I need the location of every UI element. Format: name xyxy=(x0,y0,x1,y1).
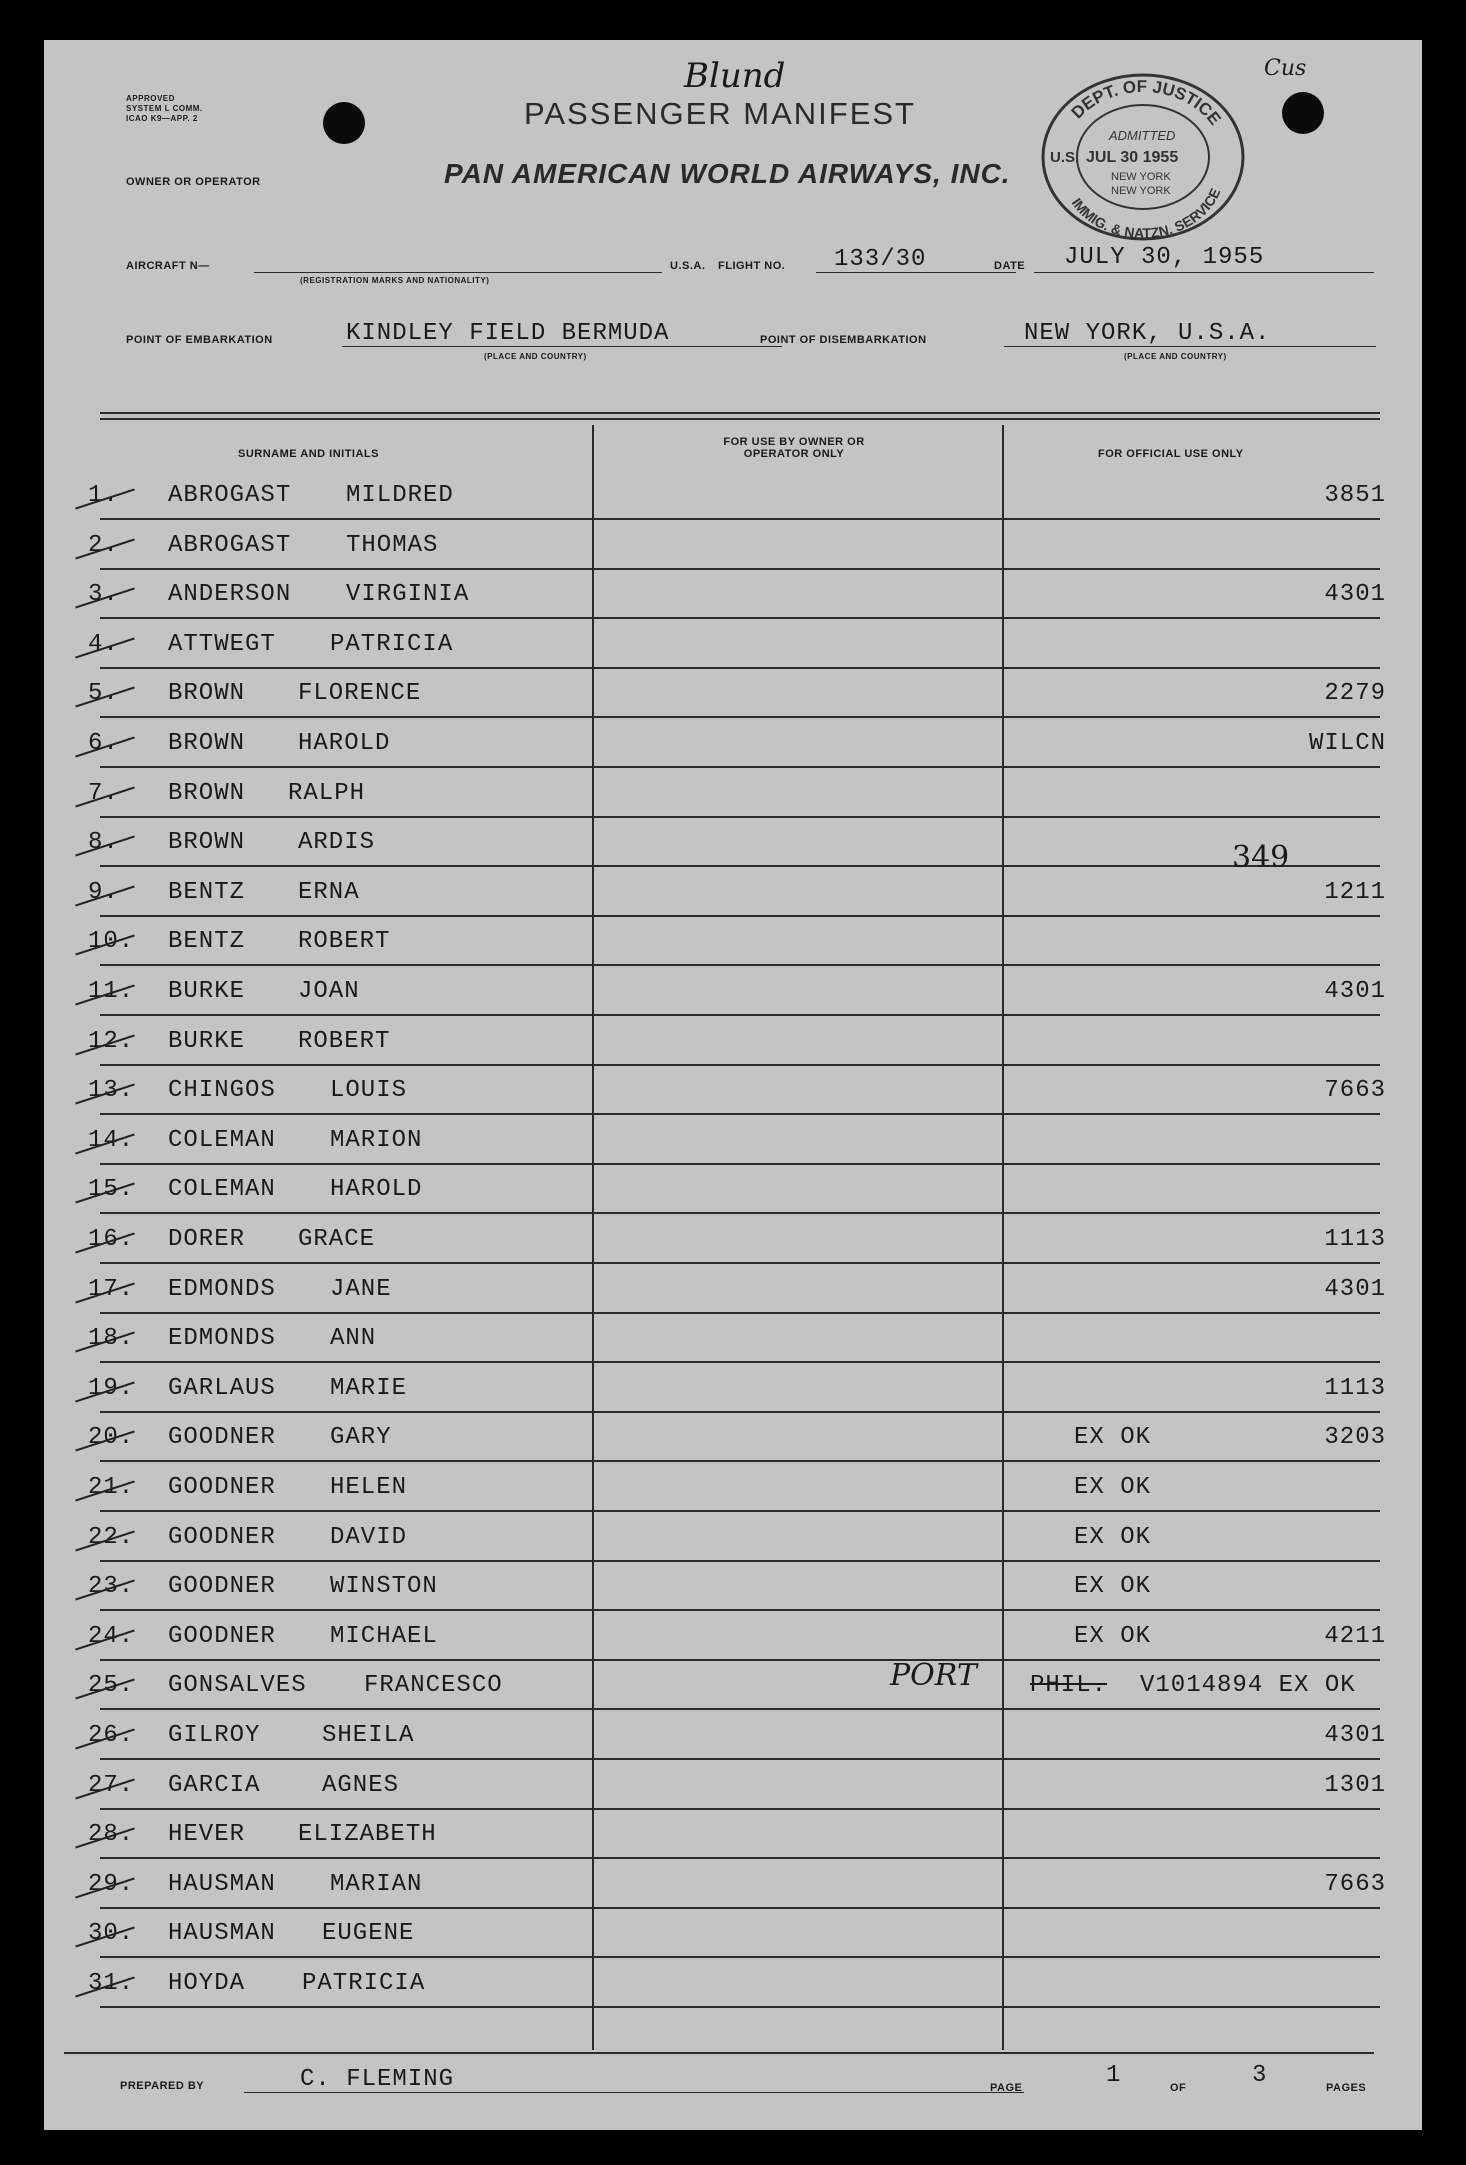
row-rule xyxy=(100,1956,1380,1958)
prepared-underline xyxy=(244,2092,1024,2093)
surname: EDMONDS xyxy=(168,1325,276,1352)
surname: ANDERSON xyxy=(168,581,292,608)
of-label: OF xyxy=(1170,2082,1187,2094)
row-number: 10. xyxy=(88,928,135,955)
row-rule xyxy=(100,1510,1380,1512)
embark-caption: (PLACE AND COUNTRY) xyxy=(484,352,587,361)
row-number: 6. xyxy=(88,730,119,757)
given-name: HELEN xyxy=(330,1474,408,1501)
row-number: 30. xyxy=(88,1920,135,1947)
table-row xyxy=(44,678,1422,724)
surname: BENTZ xyxy=(168,879,246,906)
row-rule xyxy=(100,1659,1380,1661)
surname: BROWN xyxy=(168,680,246,707)
surname: HAUSMAN xyxy=(168,1871,276,1898)
surname: ATTWEGT xyxy=(168,631,276,658)
handwritten-top-note: Blund xyxy=(684,56,786,96)
given-name: PATRICIA xyxy=(330,631,454,658)
official-code: 1211 xyxy=(1324,879,1386,906)
pages-label: PAGES xyxy=(1326,2082,1367,2094)
manifest-page xyxy=(44,40,1422,2130)
row-number: 5. xyxy=(88,680,119,707)
official-code: 3851 xyxy=(1324,482,1386,509)
given-name: VIRGINIA xyxy=(346,581,470,608)
punch-hole-right xyxy=(1282,92,1324,134)
row-rule xyxy=(100,1064,1380,1066)
row-number: 19. xyxy=(88,1375,135,1402)
given-name: LOUIS xyxy=(330,1077,408,1104)
table-row xyxy=(44,1125,1422,1171)
row-number: 7. xyxy=(88,780,119,807)
official-note: EX OK xyxy=(1074,1474,1152,1501)
row-rule xyxy=(100,1758,1380,1760)
flight-label: FLIGHT NO. xyxy=(718,260,786,272)
table-row xyxy=(44,1968,1422,2014)
stamp-date: JUL 30 1955 xyxy=(1086,149,1179,166)
given-name: ELIZABETH xyxy=(298,1821,437,1848)
surname: GOODNER xyxy=(168,1424,276,1451)
row-rule xyxy=(100,964,1380,966)
footer-rule xyxy=(64,2052,1374,2054)
punch-hole-left xyxy=(323,102,365,144)
table-row xyxy=(44,827,1422,873)
table-row xyxy=(44,1621,1422,1667)
official-code: 1113 xyxy=(1324,1375,1386,1402)
table-row xyxy=(44,1571,1422,1617)
col-header-official: FOR OFFICIAL USE ONLY xyxy=(1098,448,1244,460)
given-name: HAROLD xyxy=(298,730,391,757)
table-row xyxy=(44,1869,1422,1915)
given-name: MILDRED xyxy=(346,482,454,509)
row-rule xyxy=(100,816,1380,818)
row-number: 21. xyxy=(88,1474,135,1501)
row-number: 12. xyxy=(88,1028,135,1055)
given-name: FRANCESCO xyxy=(364,1672,503,1699)
given-name: MARIAN xyxy=(330,1871,423,1898)
table-row xyxy=(44,530,1422,576)
date-value: JULY 30, 1955 xyxy=(1064,244,1265,271)
row-number: 25. xyxy=(88,1672,135,1699)
row-rule xyxy=(100,1808,1380,1810)
row-rule xyxy=(100,617,1380,619)
row-rule xyxy=(100,1262,1380,1264)
official-code: WILCN xyxy=(1308,730,1386,757)
table-row xyxy=(44,1720,1422,1766)
prepared-by-label: PREPARED BY xyxy=(120,2080,205,2092)
table-top-rule xyxy=(100,412,1380,414)
row-rule xyxy=(100,766,1380,768)
table-row xyxy=(44,1075,1422,1121)
surname: ABROGAST xyxy=(168,532,292,559)
given-name: MICHAEL xyxy=(330,1623,438,1650)
given-name: JOAN xyxy=(298,978,360,1005)
given-name: RALPH xyxy=(288,780,366,807)
row-rule xyxy=(100,1857,1380,1859)
given-name: GARY xyxy=(330,1424,392,1451)
given-name: ROBERT xyxy=(298,1028,391,1055)
surname: BURKE xyxy=(168,978,246,1005)
row-25-struck-text: PHIL. xyxy=(1030,1672,1108,1699)
surname: COLEMAN xyxy=(168,1176,276,1203)
table-row xyxy=(44,1522,1422,1568)
stamp-line-3: NEW YORK xyxy=(1111,171,1171,183)
row-rule xyxy=(100,1609,1380,1611)
table-row xyxy=(44,1422,1422,1468)
surname: HEVER xyxy=(168,1821,246,1848)
official-code: 4301 xyxy=(1324,1276,1386,1303)
surname: GARLAUS xyxy=(168,1375,276,1402)
table-row xyxy=(44,1026,1422,1072)
given-name: MARIE xyxy=(330,1375,408,1402)
aircraft-underline xyxy=(254,272,662,273)
table-row xyxy=(44,629,1422,675)
page-total: 3 xyxy=(1252,2062,1268,2089)
table-row xyxy=(44,1472,1422,1518)
row-rule xyxy=(100,865,1380,867)
official-code: 2279 xyxy=(1324,680,1386,707)
table-row xyxy=(44,877,1422,923)
registration-caption: (REGISTRATION MARKS AND NATIONALITY) xyxy=(300,276,490,285)
surname: GOODNER xyxy=(168,1524,276,1551)
official-note: EX OK xyxy=(1074,1573,1152,1600)
page-number: 1 xyxy=(1106,2062,1122,2089)
row-rule xyxy=(100,1014,1380,1016)
row-number: 31. xyxy=(88,1970,135,1997)
surname: BROWN xyxy=(168,829,246,856)
row-number: 17. xyxy=(88,1276,135,1303)
official-code: 1301 xyxy=(1324,1772,1386,1799)
stamp-top-text: DEPT. OF JUSTICE xyxy=(1067,76,1225,129)
stamp-line-4: NEW YORK xyxy=(1111,185,1171,197)
flight-number: 133/30 xyxy=(834,246,927,273)
row-rule xyxy=(100,1411,1380,1413)
table-row xyxy=(44,1174,1422,1220)
official-code: 4301 xyxy=(1324,1722,1386,1749)
official-note: EX OK xyxy=(1074,1623,1152,1650)
row-number: 20. xyxy=(88,1424,135,1451)
surname: BURKE xyxy=(168,1028,246,1055)
row-rule xyxy=(100,568,1380,570)
table-row xyxy=(44,1274,1422,1320)
official-code: 3203 xyxy=(1324,1424,1386,1451)
surname: ABROGAST xyxy=(168,482,292,509)
given-name: GRACE xyxy=(298,1226,376,1253)
page-label: PAGE xyxy=(990,2082,1023,2094)
row-rule xyxy=(100,1163,1380,1165)
corner-mark: Cus xyxy=(1264,56,1307,81)
row-rule xyxy=(100,2006,1380,2008)
given-name: AGNES xyxy=(322,1772,400,1799)
given-name: HAROLD xyxy=(330,1176,423,1203)
row-number: 8. xyxy=(88,829,119,856)
row-number: 26. xyxy=(88,1722,135,1749)
airline-name: PAN AMERICAN WORLD AIRWAYS, INC. xyxy=(444,158,1011,189)
surname: EDMONDS xyxy=(168,1276,276,1303)
approval-line-1: APPROVED xyxy=(126,94,175,103)
given-name: ROBERT xyxy=(298,928,391,955)
surname: BENTZ xyxy=(168,928,246,955)
embark-value: KINDLEY FIELD BERMUDA xyxy=(346,320,670,347)
given-name: THOMAS xyxy=(346,532,439,559)
row-number: 27. xyxy=(88,1772,135,1799)
given-name: ERNA xyxy=(298,879,360,906)
row-number: 4. xyxy=(88,631,119,658)
page-title: PASSENGER MANIFEST xyxy=(524,96,916,131)
official-code: 7663 xyxy=(1324,1871,1386,1898)
col-header-owner: FOR USE BY OWNER OR OPERATOR ONLY xyxy=(723,436,865,460)
surname: DORER xyxy=(168,1226,246,1253)
table-row xyxy=(44,1819,1422,1865)
row-rule xyxy=(100,915,1380,917)
official-code: 1113 xyxy=(1324,1226,1386,1253)
given-name: JANE xyxy=(330,1276,392,1303)
row-rule xyxy=(100,667,1380,669)
official-note: V1014894 EX OK xyxy=(1140,1672,1356,1699)
approval-line-2: SYSTEM L COMM. xyxy=(126,104,203,113)
surname: GARCIA xyxy=(168,1772,261,1799)
row-rule xyxy=(100,1907,1380,1909)
given-name: WINSTON xyxy=(330,1573,438,1600)
given-name: SHEILA xyxy=(322,1722,415,1749)
table-row xyxy=(44,1670,1422,1716)
table-row xyxy=(44,579,1422,625)
official-note: EX OK xyxy=(1074,1524,1152,1551)
disembark-label: POINT OF DISEMBARKATION xyxy=(760,334,927,346)
official-code: 4301 xyxy=(1324,581,1386,608)
table-row xyxy=(44,926,1422,972)
given-name: FLORENCE xyxy=(298,680,422,707)
embark-underline xyxy=(342,346,782,347)
row-number: 23. xyxy=(88,1573,135,1600)
owner-operator-label: OWNER OR OPERATOR xyxy=(126,176,261,188)
row-number: 2. xyxy=(88,532,119,559)
surname: CHINGOS xyxy=(168,1077,276,1104)
row-number: 24. xyxy=(88,1623,135,1650)
flight-underline xyxy=(816,272,1016,273)
usa-label: U.S.A. xyxy=(670,260,706,272)
table-row xyxy=(44,778,1422,824)
aircraft-label: AIRCRAFT N— xyxy=(126,260,210,272)
official-code: 4211 xyxy=(1324,1623,1386,1650)
surname: GOODNER xyxy=(168,1573,276,1600)
surname: GOODNER xyxy=(168,1623,276,1650)
official-note-349: 349 xyxy=(1232,840,1290,875)
row-number: 16. xyxy=(88,1226,135,1253)
row-number: 18. xyxy=(88,1325,135,1352)
given-name: PATRICIA xyxy=(302,1970,426,1997)
stamp-bottom-text: IMMIG. & NATZN. SERVICE xyxy=(1068,185,1224,242)
row-rule xyxy=(100,1113,1380,1115)
given-name: ARDIS xyxy=(298,829,376,856)
row-number: 14. xyxy=(88,1127,135,1154)
table-row xyxy=(44,1918,1422,1964)
surname: BROWN xyxy=(168,730,246,757)
embark-label: POINT OF EMBARKATION xyxy=(126,334,273,346)
row-number: 3. xyxy=(88,581,119,608)
surname: GONSALVES xyxy=(168,1672,307,1699)
table-row xyxy=(44,976,1422,1022)
table-row xyxy=(44,1373,1422,1419)
official-note: EX OK xyxy=(1074,1424,1152,1451)
row-rule xyxy=(100,716,1380,718)
date-underline xyxy=(1034,272,1374,273)
prepared-by-value: C. FLEMING xyxy=(300,2066,455,2093)
disembark-underline xyxy=(1004,346,1376,347)
row-number: 1. xyxy=(88,482,119,509)
row-number: 13. xyxy=(88,1077,135,1104)
immigration-stamp xyxy=(1034,62,1252,252)
given-name: DAVID xyxy=(330,1524,408,1551)
approval-block xyxy=(126,94,203,124)
table-row xyxy=(44,1770,1422,1816)
row-number: 28. xyxy=(88,1821,135,1848)
row-rule xyxy=(100,1312,1380,1314)
row-rule xyxy=(100,1560,1380,1562)
row-rule xyxy=(100,1708,1380,1710)
row-number: 15. xyxy=(88,1176,135,1203)
approval-line-3: ICAO K9—APP. 2 xyxy=(126,114,198,123)
table-row xyxy=(44,1224,1422,1270)
disembark-caption: (PLACE AND COUNTRY) xyxy=(1124,352,1227,361)
given-name: ANN xyxy=(330,1325,377,1352)
stamp-line-1: ADMITTED xyxy=(1109,128,1176,143)
row-number: 22. xyxy=(88,1524,135,1551)
surname: BROWN xyxy=(168,780,246,807)
surname: HAUSMAN xyxy=(168,1920,276,1947)
row-rule xyxy=(100,518,1380,520)
row-number: 11. xyxy=(88,978,135,1005)
col-header-names: SURNAME AND INITIALS xyxy=(238,448,379,460)
row-rule xyxy=(100,1460,1380,1462)
date-label: DATE xyxy=(994,260,1026,272)
surname: HOYDA xyxy=(168,1970,246,1997)
table-row xyxy=(44,1323,1422,1369)
row-number: 29. xyxy=(88,1871,135,1898)
row-25-handwriting: PORT xyxy=(890,1658,977,1693)
row-rule xyxy=(100,1212,1380,1214)
row-rule xyxy=(100,1361,1380,1363)
official-code: 7663 xyxy=(1324,1077,1386,1104)
surname: GILROY xyxy=(168,1722,261,1749)
row-number: 9. xyxy=(88,879,119,906)
surname: COLEMAN xyxy=(168,1127,276,1154)
given-name: MARION xyxy=(330,1127,423,1154)
table-row xyxy=(44,728,1422,774)
table-row xyxy=(44,480,1422,526)
disembark-value: NEW YORK, U.S.A. xyxy=(1024,320,1271,347)
table-top-rule-2 xyxy=(100,418,1380,420)
official-code: 4301 xyxy=(1324,978,1386,1005)
surname: GOODNER xyxy=(168,1474,276,1501)
stamp-left-text: U.S. xyxy=(1050,149,1080,166)
given-name: EUGENE xyxy=(322,1920,415,1947)
